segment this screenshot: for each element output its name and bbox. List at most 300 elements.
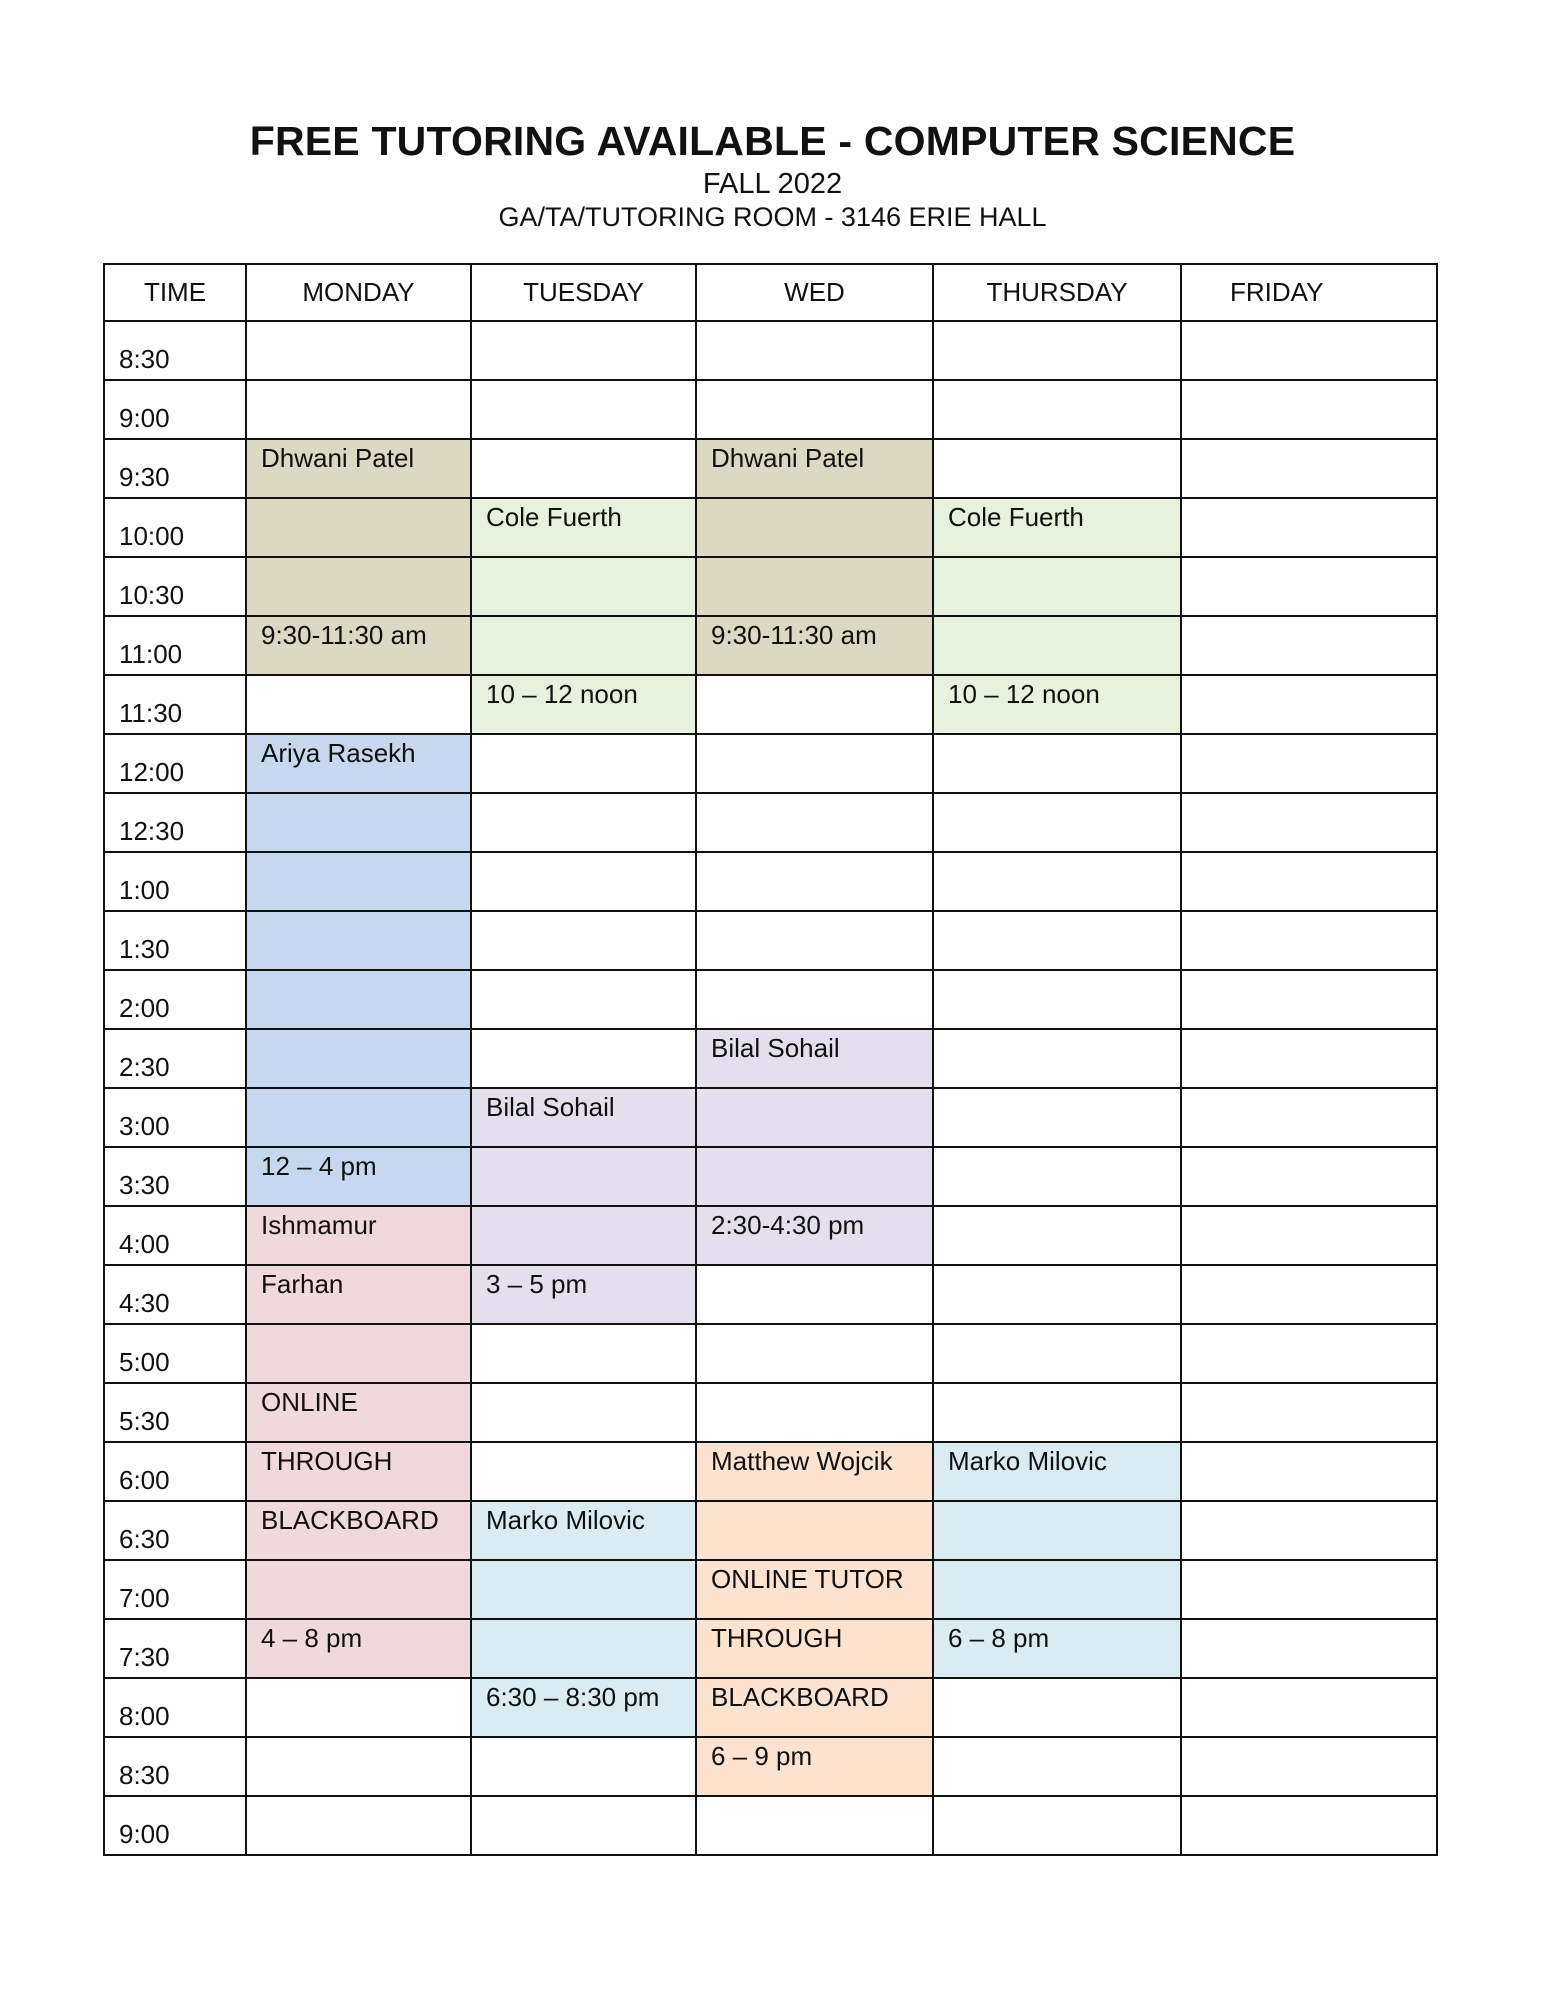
tutor-entry (247, 1738, 470, 1741)
tutor-entry: Cole Fuerth (486, 502, 622, 532)
tutor-entry (472, 1443, 695, 1446)
tutor-entry (697, 971, 932, 974)
tutor-entry: Dhwani Patel (261, 443, 415, 473)
table-row (104, 1088, 1437, 1147)
tutor-entry (1182, 735, 1436, 738)
schedule-cell-wed (696, 1147, 933, 1206)
schedule-cell-thursday (933, 734, 1181, 793)
table-row (104, 1796, 1437, 1855)
schedule-cell-thursday (933, 439, 1181, 498)
schedule-cell-wed (696, 911, 933, 970)
schedule-cell-tuesday (471, 1206, 696, 1265)
schedule-cell-friday (1181, 1737, 1437, 1796)
location-subtitle: GA/TA/TUTORING ROOM - 3146 ERIE HALL (498, 202, 1047, 232)
schedule-body (104, 321, 1437, 1855)
schedule-cell-thursday (933, 321, 1181, 380)
tutor-entry (697, 1325, 932, 1328)
schedule-cell-monday (246, 380, 471, 439)
table-row (104, 616, 1437, 675)
time-slot-label: 6:00 (104, 1442, 246, 1501)
tutor-entry (1182, 1502, 1436, 1505)
schedule-cell-thursday (933, 793, 1181, 852)
schedule-cell-monday (246, 1265, 471, 1324)
schedule-cell-tuesday (471, 1737, 696, 1796)
schedule-cell-wed (696, 1383, 933, 1442)
schedule-cell-friday (1181, 1324, 1437, 1383)
tutor-entry (1182, 1738, 1436, 1741)
schedule-cell-monday (246, 1029, 471, 1088)
tutor-entry (697, 912, 932, 915)
schedule-cell-thursday (933, 1619, 1181, 1678)
tutor-entry (247, 1679, 470, 1682)
column-header-tuesday: TUESDAY (471, 264, 696, 321)
schedule-cell-monday (246, 321, 471, 380)
tutor-entry (1182, 1797, 1436, 1800)
schedule-cell-tuesday (471, 380, 696, 439)
tutor-entry (247, 558, 470, 561)
tutor-entry (934, 440, 1180, 443)
time-slot-label: 10:30 (104, 557, 246, 616)
tutor-entry (1182, 1325, 1436, 1328)
schedule-cell-tuesday (471, 1147, 696, 1206)
tutoring-schedule-table (103, 263, 1438, 1856)
schedule-cell-thursday (933, 1265, 1181, 1324)
tutor-entry (1182, 971, 1436, 974)
time-slot-label: 8:00 (104, 1678, 246, 1737)
schedule-cell-monday (246, 911, 471, 970)
tutor-entry: 6:30 – 8:30 pm (486, 1682, 660, 1712)
time-slot-label: 2:00 (104, 970, 246, 1029)
schedule-cell-wed (696, 1206, 933, 1265)
tutor-entry (472, 1148, 695, 1151)
table-row (104, 439, 1437, 498)
schedule-cell-tuesday (471, 1088, 696, 1147)
schedule-cell-friday (1181, 1560, 1437, 1619)
tutor-entry (472, 322, 695, 325)
table-row (104, 380, 1437, 439)
schedule-cell-monday (246, 1206, 471, 1265)
tutor-entry (1182, 558, 1436, 561)
time-slot-label: 8:30 (104, 321, 246, 380)
table-row (104, 321, 1437, 380)
schedule-cell-monday (246, 616, 471, 675)
column-header-thursday: THURSDAY (933, 264, 1181, 321)
tutor-entry (697, 735, 932, 738)
tutor-entry (1182, 853, 1436, 856)
tutor-entry: Ishmamur (261, 1210, 377, 1240)
tutor-entry (472, 735, 695, 738)
tutor-entry: BLACKBOARD (711, 1682, 889, 1712)
schedule-cell-friday (1181, 1442, 1437, 1501)
time-slot-label: 9:00 (104, 1796, 246, 1855)
tutor-entry (697, 676, 932, 679)
schedule-cell-monday (246, 675, 471, 734)
table-row (104, 675, 1437, 734)
tutor-entry: 4 – 8 pm (261, 1623, 363, 1653)
tutor-entry (934, 1089, 1180, 1092)
header-row (104, 264, 1437, 321)
time-slot-label: 11:30 (104, 675, 246, 734)
schedule-cell-wed (696, 793, 933, 852)
tutor-entry (472, 558, 695, 561)
tutor-entry (247, 322, 470, 325)
schedule-cell-monday (246, 1147, 471, 1206)
schedule-cell-wed (696, 675, 933, 734)
table-row (104, 1619, 1437, 1678)
schedule-cell-thursday (933, 1324, 1181, 1383)
time-slot-label: 8:30 (104, 1737, 246, 1796)
table-row (104, 911, 1437, 970)
schedule-cell-friday (1181, 1206, 1437, 1265)
tutor-entry: Dhwani Patel (711, 443, 865, 473)
schedule-cell-monday (246, 1383, 471, 1442)
table-row (104, 1383, 1437, 1442)
schedule-cell-wed (696, 1029, 933, 1088)
schedule-cell-thursday (933, 1383, 1181, 1442)
schedule-cell-thursday (933, 498, 1181, 557)
tutor-entry: Cole Fuerth (948, 502, 1084, 532)
table-row (104, 1324, 1437, 1383)
time-slot-label: 5:30 (104, 1383, 246, 1442)
schedule-cell-friday (1181, 1678, 1437, 1737)
schedule-cell-thursday (933, 970, 1181, 1029)
table-row (104, 734, 1437, 793)
tutor-entry: 12 – 4 pm (261, 1151, 377, 1181)
tutor-entry (472, 1738, 695, 1741)
tutor-entry (472, 912, 695, 915)
schedule-cell-tuesday (471, 439, 696, 498)
tutor-entry: 9:30-11:30 am (261, 620, 427, 650)
schedule-cell-friday (1181, 1147, 1437, 1206)
schedule-cell-monday (246, 1560, 471, 1619)
tutor-entry: 10 – 12 noon (948, 679, 1100, 709)
table-row (104, 852, 1437, 911)
table-row (104, 498, 1437, 557)
tutor-entry (1182, 676, 1436, 679)
tutor-entry (472, 853, 695, 856)
tutor-entry (934, 1679, 1180, 1682)
schedule-cell-monday (246, 1619, 471, 1678)
schedule-cell-thursday (933, 675, 1181, 734)
schedule-cell-friday (1181, 852, 1437, 911)
tutor-entry (934, 1384, 1180, 1387)
schedule-cell-friday (1181, 1619, 1437, 1678)
tutor-entry (697, 853, 932, 856)
tutor-entry (472, 1207, 695, 1210)
tutor-entry (472, 1325, 695, 1328)
tutor-entry (1182, 381, 1436, 384)
time-slot-label: 12:30 (104, 793, 246, 852)
schedule-cell-wed (696, 321, 933, 380)
time-slot-label: 7:00 (104, 1560, 246, 1619)
schedule-cell-tuesday (471, 1619, 696, 1678)
tutor-entry (1182, 440, 1436, 443)
schedule-cell-friday (1181, 1265, 1437, 1324)
tutor-entry (247, 676, 470, 679)
tutor-entry (934, 1561, 1180, 1564)
time-slot-label: 3:00 (104, 1088, 246, 1147)
table-row (104, 1265, 1437, 1324)
schedule-cell-friday (1181, 1029, 1437, 1088)
schedule-cell-wed (696, 734, 933, 793)
schedule-cell-wed (696, 616, 933, 675)
tutor-entry (697, 381, 932, 384)
tutor-entry (1182, 322, 1436, 325)
schedule-cell-tuesday (471, 1678, 696, 1737)
schedule-cell-monday (246, 1324, 471, 1383)
schedule-cell-monday (246, 498, 471, 557)
schedule-cell-thursday (933, 1442, 1181, 1501)
table-row (104, 1147, 1437, 1206)
schedule-cell-wed (696, 380, 933, 439)
tutor-entry (1182, 1443, 1436, 1446)
schedule-cell-wed (696, 1678, 933, 1737)
schedule-cell-wed (696, 1324, 933, 1383)
tutor-entry (697, 1384, 932, 1387)
tutor-entry (934, 617, 1180, 620)
tutor-entry: Bilal Sohail (486, 1092, 615, 1122)
schedule-cell-wed (696, 970, 933, 1029)
schedule-cell-friday (1181, 675, 1437, 734)
column-header-time: TIME (104, 264, 246, 321)
tutor-entry (472, 1561, 695, 1564)
tutor-entry: 9:30-11:30 am (711, 620, 877, 650)
schedule-cell-monday (246, 557, 471, 616)
table-row (104, 1560, 1437, 1619)
tutor-entry (934, 322, 1180, 325)
tutor-entry: 6 – 9 pm (711, 1741, 813, 1771)
tutor-entry (697, 499, 932, 502)
schedule-cell-thursday (933, 911, 1181, 970)
schedule-cell-tuesday (471, 1029, 696, 1088)
tutor-entry (1182, 794, 1436, 797)
schedule-cell-tuesday (471, 911, 696, 970)
schedule-cell-monday (246, 970, 471, 1029)
schedule-cell-friday (1181, 970, 1437, 1029)
tutor-entry: BLACKBOARD (261, 1505, 439, 1535)
tutor-entry (934, 1325, 1180, 1328)
tutor-entry (472, 971, 695, 974)
table-row (104, 1442, 1437, 1501)
tutor-entry: Marko Milovic (948, 1446, 1107, 1476)
schedule-cell-thursday (933, 380, 1181, 439)
tutor-entry (247, 499, 470, 502)
table-row (104, 793, 1437, 852)
tutor-entry: 6 – 8 pm (948, 1623, 1050, 1653)
schedule-cell-tuesday (471, 1501, 696, 1560)
tutor-entry (1182, 1561, 1436, 1564)
tutor-entry (934, 1797, 1180, 1800)
tutor-entry: 10 – 12 noon (486, 679, 638, 709)
schedule-cell-tuesday (471, 1265, 696, 1324)
tutor-entry (472, 1797, 695, 1800)
tutor-entry (697, 1502, 932, 1505)
schedule-cell-friday (1181, 498, 1437, 557)
schedule-cell-thursday (933, 1501, 1181, 1560)
schedule-cell-friday (1181, 1796, 1437, 1855)
schedule-cell-wed (696, 1442, 933, 1501)
tutor-entry (247, 1325, 470, 1328)
tutor-entry: 2:30-4:30 pm (711, 1210, 865, 1240)
tutor-entry (472, 1030, 695, 1033)
schedule-cell-tuesday (471, 734, 696, 793)
tutor-entry (934, 971, 1180, 974)
schedule-cell-tuesday (471, 1324, 696, 1383)
tutor-entry (472, 1384, 695, 1387)
time-slot-label: 2:30 (104, 1029, 246, 1088)
schedule-cell-thursday (933, 1088, 1181, 1147)
tutor-entry (247, 912, 470, 915)
tutor-entry (934, 558, 1180, 561)
tutor-entry (247, 794, 470, 797)
time-slot-label: 4:30 (104, 1265, 246, 1324)
time-slot-label: 12:00 (104, 734, 246, 793)
tutor-entry (472, 440, 695, 443)
column-header-wed: WED (696, 264, 933, 321)
schedule-cell-thursday (933, 557, 1181, 616)
schedule-cell-wed (696, 1796, 933, 1855)
schedule-cell-monday (246, 1442, 471, 1501)
tutor-entry (247, 1089, 470, 1092)
tutor-entry (472, 381, 695, 384)
tutor-entry: THROUGH (711, 1623, 843, 1653)
schedule-cell-wed (696, 498, 933, 557)
schedule-cell-wed (696, 1560, 933, 1619)
schedule-cell-monday (246, 852, 471, 911)
schedule-cell-friday (1181, 557, 1437, 616)
schedule-cell-thursday (933, 1737, 1181, 1796)
schedule-cell-thursday (933, 1206, 1181, 1265)
schedule-cell-thursday (933, 852, 1181, 911)
tutor-entry (1182, 912, 1436, 915)
tutor-entry (934, 794, 1180, 797)
tutor-entry: Ariya Rasekh (261, 738, 416, 768)
tutor-entry (472, 794, 695, 797)
tutor-entry (934, 853, 1180, 856)
tutor-entry: ONLINE TUTOR (711, 1564, 904, 1594)
tutor-entry: ONLINE (261, 1387, 358, 1417)
schedule-cell-tuesday (471, 793, 696, 852)
schedule-cell-tuesday (471, 557, 696, 616)
schedule-cell-tuesday (471, 675, 696, 734)
tutor-entry (934, 1502, 1180, 1505)
tutor-entry (1182, 1089, 1436, 1092)
schedule-cell-tuesday (471, 1442, 696, 1501)
tutor-entry (1182, 1384, 1436, 1387)
tutor-entry (1182, 1620, 1436, 1623)
table-row (104, 970, 1437, 1029)
time-slot-label: 9:00 (104, 380, 246, 439)
tutor-entry (1182, 1207, 1436, 1210)
table-row (104, 1678, 1437, 1737)
tutor-entry (247, 1561, 470, 1564)
schedule-cell-tuesday (471, 1383, 696, 1442)
table-row (104, 1206, 1437, 1265)
schedule-cell-monday (246, 1678, 471, 1737)
table-row (104, 557, 1437, 616)
tutor-entry (697, 1797, 932, 1800)
tutor-entry (697, 794, 932, 797)
schedule-cell-thursday (933, 1560, 1181, 1619)
time-slot-label: 9:30 (104, 439, 246, 498)
schedule-cell-wed (696, 1737, 933, 1796)
schedule-cell-thursday (933, 1796, 1181, 1855)
schedule-cell-tuesday (471, 321, 696, 380)
time-slot-label: 1:30 (104, 911, 246, 970)
time-slot-label: 4:00 (104, 1206, 246, 1265)
schedule-cell-thursday (933, 1029, 1181, 1088)
schedule-cell-friday (1181, 734, 1437, 793)
schedule-cell-friday (1181, 439, 1437, 498)
table-row (104, 1029, 1437, 1088)
tutor-entry (697, 1266, 932, 1269)
tutor-entry (247, 1030, 470, 1033)
schedule-cell-tuesday (471, 616, 696, 675)
time-slot-label: 11:00 (104, 616, 246, 675)
schedule-cell-monday (246, 793, 471, 852)
schedule-cell-friday (1181, 1383, 1437, 1442)
schedule-cell-wed (696, 557, 933, 616)
schedule-cell-wed (696, 1088, 933, 1147)
schedule-cell-wed (696, 1501, 933, 1560)
tutor-entry (1182, 1030, 1436, 1033)
tutor-entry (934, 912, 1180, 915)
tutor-entry (472, 1620, 695, 1623)
schedule-cell-thursday (933, 616, 1181, 675)
schedule-cell-thursday (933, 1678, 1181, 1737)
term-subtitle: FALL 2022 (702, 168, 843, 200)
schedule-cell-monday (246, 1501, 471, 1560)
schedule-cell-monday (246, 734, 471, 793)
tutor-entry (934, 381, 1180, 384)
table-row (104, 1501, 1437, 1560)
schedule-cell-friday (1181, 911, 1437, 970)
tutor-entry (247, 853, 470, 856)
time-slot-label: 6:30 (104, 1501, 246, 1560)
schedule-cell-tuesday (471, 498, 696, 557)
schedule-cell-tuesday (471, 1560, 696, 1619)
tutor-entry: Marko Milovic (486, 1505, 645, 1535)
schedule-cell-monday (246, 1796, 471, 1855)
tutor-entry (934, 1738, 1180, 1741)
time-slot-label: 3:30 (104, 1147, 246, 1206)
tutor-entry (934, 1207, 1180, 1210)
schedule-cell-wed (696, 1265, 933, 1324)
schedule-cell-friday (1181, 793, 1437, 852)
schedule-cell-friday (1181, 1088, 1437, 1147)
table-row (104, 1737, 1437, 1796)
tutor-entry (697, 1148, 932, 1151)
time-slot-label: 5:00 (104, 1324, 246, 1383)
schedule-cell-tuesday (471, 970, 696, 1029)
schedule-cell-monday (246, 1088, 471, 1147)
schedule-cell-tuesday (471, 852, 696, 911)
schedule-cell-wed (696, 439, 933, 498)
time-slot-label: 10:00 (104, 498, 246, 557)
schedule-cell-friday (1181, 380, 1437, 439)
schedule-cell-wed (696, 1619, 933, 1678)
schedule-cell-monday (246, 439, 471, 498)
tutor-entry: 3 – 5 pm (486, 1269, 588, 1299)
column-header-monday: MONDAY (246, 264, 471, 321)
tutor-entry (934, 735, 1180, 738)
tutor-entry: THROUGH (261, 1446, 393, 1476)
schedule-cell-monday (246, 1737, 471, 1796)
tutor-entry (934, 1148, 1180, 1151)
schedule-cell-thursday (933, 1147, 1181, 1206)
tutor-entry (697, 322, 932, 325)
schedule-cell-wed (696, 852, 933, 911)
